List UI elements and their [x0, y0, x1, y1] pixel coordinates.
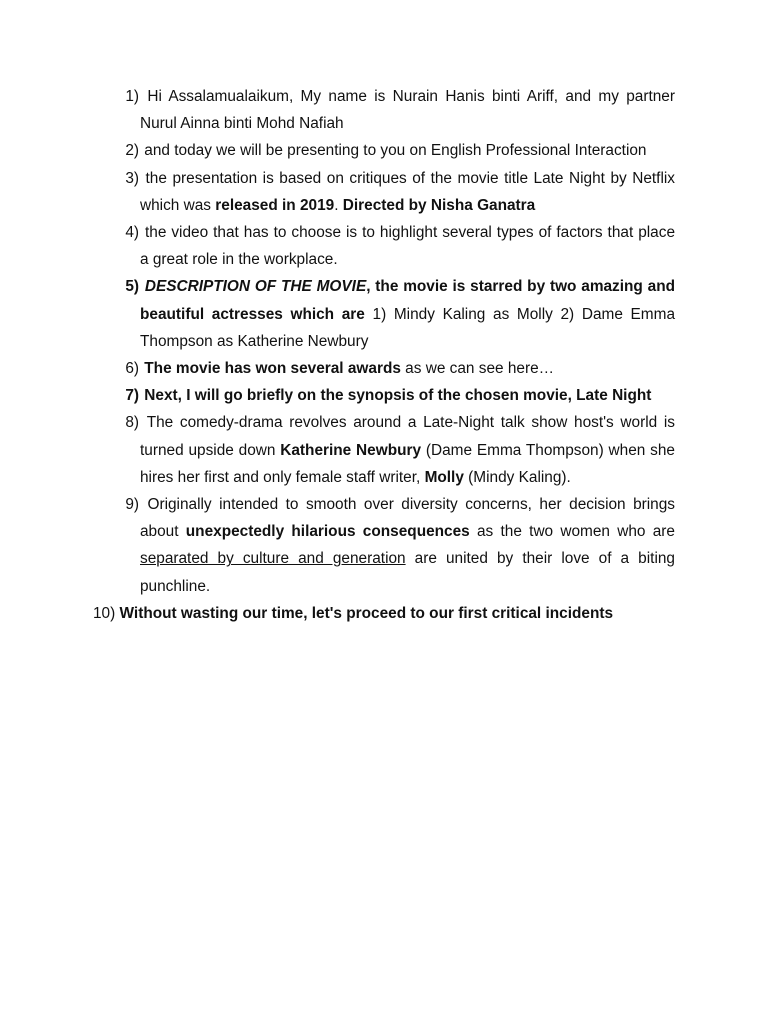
item-number: 6) [125, 360, 139, 378]
release-year-text: released in 2019 [215, 196, 335, 214]
item-text [140, 165, 675, 219]
text-run: . [334, 196, 343, 214]
item-number: 2) [125, 142, 139, 160]
item-text [140, 273, 675, 355]
text-run: (Dame Emma Thompson) when she hires her first and only female staff writer, [140, 441, 675, 486]
text-run: Next, I will go briefly on the synopsis of the chosen movie, Late Night [144, 387, 652, 405]
emphasis-text: unexpectedly hilarious consequences [185, 523, 470, 541]
text-run: The comedy-drama revolves around a Late-Night talk show host's world is turned upside down [140, 414, 675, 459]
text-run: are united by their love of a biting punchline. [140, 550, 675, 595]
text-run: 1) Mindy Kaling as Molly 2) Dame Emma Thompson as Katherine Newbury [140, 305, 676, 350]
item-number: 8) [125, 414, 139, 432]
text-run: Hi Assalamualaikum, My name is Nurain Hanis binti Ariff, and my partner Nurul Ainna binti Mohd Nafiah [140, 88, 675, 133]
list-item [103, 137, 675, 164]
item-text [140, 137, 675, 164]
text-run: Originally intended to smooth over diversity concerns, her decision brings about [140, 496, 676, 541]
list-item [93, 600, 675, 627]
numbered-list [93, 83, 676, 627]
director-text: Directed by Nisha Ganatra [342, 196, 536, 214]
awards-text: The movie has won several awards [144, 360, 401, 378]
item-number: 5) [125, 278, 139, 296]
list-item [103, 219, 675, 273]
closing-text: Without wasting our time, let's proceed to our first critical incidents [119, 604, 614, 622]
text-run: , the movie is starred by two amazing and beautiful actresses which are [140, 278, 676, 323]
list-item [103, 409, 675, 491]
item-text [140, 219, 675, 273]
list-item [103, 382, 675, 409]
item-number: 7) [125, 387, 139, 405]
text-run: as we can see here… [400, 360, 555, 378]
character-name-text: Katherine Newbury [280, 441, 422, 459]
list-item [103, 83, 675, 137]
item-number: 4) [125, 224, 139, 242]
text-run: the video that has to choose is to highlight several types of factors that place a great role in the workplace. [140, 224, 675, 269]
text-run: the presentation is based on critiques of the movie title Late Night by Netflix which was [140, 169, 675, 214]
item-number: 1) [125, 88, 139, 105]
item-text [140, 409, 675, 491]
item-number: 10) [93, 604, 116, 622]
list-item [103, 355, 675, 382]
item-text [140, 83, 675, 137]
item-text [140, 355, 675, 382]
item-text [140, 491, 675, 600]
text-run: and today we will be presenting to you on English Professional Interaction [144, 142, 647, 160]
list-item [103, 273, 675, 355]
item-number: 9) [125, 496, 139, 514]
list-item [103, 491, 675, 600]
character-name-text: Molly [424, 468, 464, 486]
section-heading-text: DESCRIPTION OF THE MOVIE [144, 278, 367, 296]
text-run: as the two women who are [469, 523, 675, 541]
item-number: 3) [125, 169, 139, 187]
list-item [103, 165, 675, 219]
underlined-text: separated by culture and generation [140, 550, 406, 568]
text-run: (Mindy Kaling). [463, 468, 571, 486]
item-text [140, 382, 675, 409]
